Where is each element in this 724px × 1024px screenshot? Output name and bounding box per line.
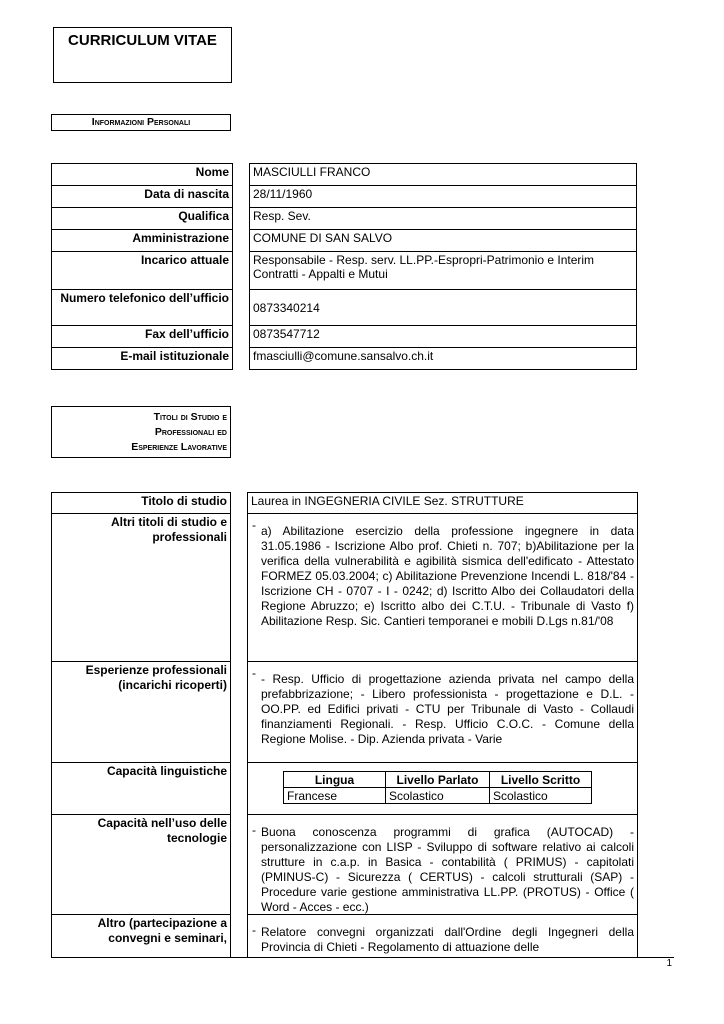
altri-titoli-cell bbox=[247, 513, 638, 661]
value-telefono: 0873340214 bbox=[250, 290, 637, 326]
table-row bbox=[52, 326, 637, 348]
section-personal-title: Informazioni Personali bbox=[91, 116, 191, 128]
dash-marker: - bbox=[252, 823, 256, 837]
label-lingue: Capacità linguistiche bbox=[51, 762, 231, 814]
value-data-nascita: 28/11/1960 bbox=[250, 186, 637, 208]
label-fax: Fax dell’ufficio bbox=[52, 326, 233, 348]
label-esperienze: Esperienze professionali (incarichi ricoperti) bbox=[51, 661, 231, 762]
value-esperienze: - Resp. Ufficio di progettazione azienda privata nel campo della prefabbrizazione; - Libero professionista - progettazione e D.L. - OO.PP. ed Edifici privati - CTU per Tribunale di Vasto - Collaudi finanziamenti Regionali. - Resp. Ufficio C.O.C. - Comune della Regione Molise. - Dip. Azienda privata - Varie bbox=[261, 672, 634, 746]
label-telefono: Numero telefonico dell’ufficio bbox=[52, 290, 233, 326]
lang-cell-parlato: Scolastico bbox=[386, 788, 490, 804]
label-amministrazione: Amministrazione bbox=[52, 230, 233, 252]
value-tecnologie: Buona conoscenza programmi di grafica (AUTOCAD) - personalizzazione con LISP - Sviluppo di software relativo ai calcoli strutture in c.a.p. in Basica - contabilità ( PRIMUS) - capitolati (PMINUS-C) - Sicurezza ( CERTUS) - calcoli strutturali (SAP) - Procedure varie gestione amministrativa LL.PP. (PROTUS) - Office ( Word - Acces - ecc.) bbox=[261, 825, 634, 914]
lang-cell-lingua: Francese bbox=[284, 788, 386, 804]
table-row bbox=[52, 348, 637, 370]
label-nome: Nome bbox=[52, 164, 233, 186]
table-row bbox=[52, 230, 637, 252]
value-email: fmasciulli@comune.sansalvo.ch.it bbox=[250, 348, 637, 370]
label-altri-titoli: Altri titoli di studio e professionali bbox=[51, 513, 231, 661]
table-row bbox=[284, 788, 592, 804]
table-row bbox=[52, 164, 637, 186]
dash-marker: - bbox=[252, 518, 256, 532]
label-altro: Altro (partecipazione a convegni e seminari, bbox=[51, 914, 231, 957]
personal-info-table bbox=[51, 163, 637, 370]
tecnologie-cell bbox=[247, 814, 638, 914]
value-titolo-studio: Laurea in INGEGNERIA CIVILE Sez. STRUTTURE bbox=[247, 492, 638, 513]
dash-marker: - bbox=[252, 666, 256, 680]
languages-table bbox=[283, 771, 592, 804]
label-titolo-studio: Titolo di studio bbox=[51, 492, 231, 513]
section-titles-header bbox=[51, 406, 231, 458]
value-altri-titoli: a) Abilitazione esercizio della professione ingegnere in data 31.05.1986 - Iscrizione Albo prof. Chieti n. 707; b)Abilitazione per la verifica della vulnerabilità e agibilità sismica dell'edificato - Attestato FORMEZ 05.03.2004; c) Abilitazione Prevenzione Incendi L. 818/'84 - Iscrizione CH - 0707 - I - 0242; d) Iscritto Albo dei Collaudatori della Regione Abruzzo; e) Iscritto albo dei C.T.U. - Tribunale di Vasto f) Abilitazione Resp. Sic. Cantieri temporanei e mobili D.Lgs n.81/'08 bbox=[261, 524, 634, 628]
table-row bbox=[52, 252, 637, 290]
value-fax: 0873547712 bbox=[250, 326, 637, 348]
table-row bbox=[52, 186, 637, 208]
table-row bbox=[284, 772, 592, 788]
dash-marker: - bbox=[252, 923, 256, 937]
footer-rule bbox=[51, 957, 674, 958]
label-email: E-mail istituzionale bbox=[52, 348, 233, 370]
altro-cell bbox=[247, 914, 638, 957]
lang-header-parlato: Livello Parlato bbox=[386, 772, 490, 788]
value-qualifica: Resp. Sev. bbox=[250, 208, 637, 230]
value-altro: Relatore convegni organizzati dall'Ordine degli Ingegneri della Provincia di Chieti - Regolamento di attuazione delle bbox=[261, 925, 634, 954]
table-row bbox=[52, 290, 637, 326]
value-incarico: Responsabile - Resp. serv. LL.PP.-Espropri-Patrimonio e Interim Contratti - Appalti e Mutui bbox=[250, 252, 637, 290]
page-number: 1 bbox=[666, 958, 672, 969]
label-incarico: Incarico attuale bbox=[52, 252, 233, 290]
section-personal-header bbox=[51, 114, 231, 131]
cv-title-box bbox=[53, 27, 232, 83]
section-titles-line1: Titoli di Studio e bbox=[153, 411, 227, 423]
label-tecnologie: Capacità nell’uso delle tecnologie bbox=[51, 814, 231, 914]
section-titles-line2: Professionali ed bbox=[154, 426, 227, 438]
value-amministrazione: COMUNE DI SAN SALVO bbox=[250, 230, 637, 252]
esperienze-cell bbox=[247, 661, 638, 762]
label-qualifica: Qualifica bbox=[52, 208, 233, 230]
table-row bbox=[52, 208, 637, 230]
lang-cell-scritto: Scolastico bbox=[490, 788, 592, 804]
value-nome: MASCIULLI FRANCO bbox=[250, 164, 637, 186]
label-data-nascita: Data di nascita bbox=[52, 186, 233, 208]
cv-title: CURRICULUM VITAE bbox=[68, 32, 217, 49]
lang-header-scritto: Livello Scritto bbox=[490, 772, 592, 788]
lang-header-lingua: Lingua bbox=[284, 772, 386, 788]
section-titles-line3: Esperienze Lavorative bbox=[131, 441, 227, 453]
